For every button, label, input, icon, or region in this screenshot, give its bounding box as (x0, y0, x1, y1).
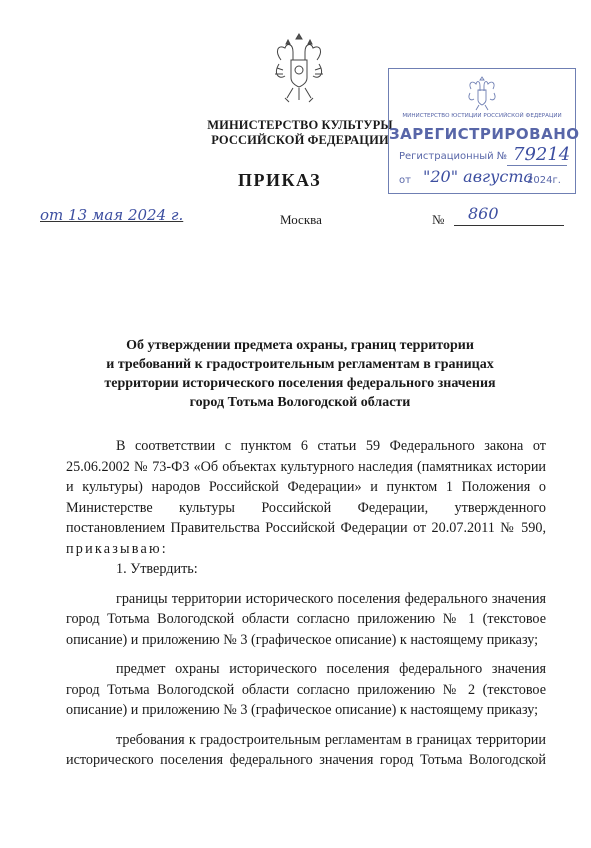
ministry-line-1: МИНИСТЕРСТВО КУЛЬТУРЫ (207, 118, 393, 132)
order-city: Москва (280, 212, 322, 227)
ministry-line-2: РОССИЙСКОЙ ФЕДЕРАЦИИ (211, 133, 389, 147)
stamp-organization: МИНИСТЕРСТВО ЮСТИЦИИ РОССИЙСКОЙ ФЕДЕРАЦИИ (402, 113, 562, 119)
stamp-registration-label: Регистрационный № (399, 151, 508, 162)
stamp-registration-number: 79214 (513, 144, 571, 165)
order-word: приказываю: (66, 540, 168, 557)
stamp-eagle-icon (467, 75, 497, 111)
title-line-4: город Тотьма Вологодской области (189, 395, 411, 410)
paragraph-boundaries: границы территории исторического поселения федерального значения город Тотьма Вологодской области согласно приложению № 1 (текстовое описание) и приложению № 3 (графическое описание) к настоящему приказу; (66, 590, 546, 648)
ministry-name (190, 118, 410, 148)
preamble-text: В соответствии с пунктом 6 статьи 59 Федерального закона от 25.06.2002 № 73-ФЗ «Об объектах культурного наследия (памятниках истории и культуры) народов Российской Федерации» и пунктом 1 Положения о Министерстве культуры Российской Федерации, утвержденного постановлением Правительства Российской Федерации от 20.07.2011 № 590, (66, 438, 546, 536)
stamp-from-label: от (399, 175, 411, 186)
title-line-2: и требований к градостроительным регламентам в границах (106, 357, 494, 372)
document-title (80, 336, 520, 412)
order-number-label: № (432, 212, 445, 227)
document-type: ПРИКАЗ (238, 170, 322, 190)
stamp-status: ЗАРЕГИСТРИРОВАНО (389, 125, 580, 143)
title-line-3: территории исторического поселения федерального значения (104, 376, 496, 391)
paragraph-preamble (66, 436, 546, 559)
document-body (66, 436, 546, 771)
order-date: от 13 мая 2024 г. (40, 206, 184, 224)
stamp-number-underline (507, 165, 567, 166)
stamp-year: 2024г. (527, 175, 561, 186)
double-headed-eagle-emblem-icon (273, 30, 325, 108)
registration-stamp (388, 68, 580, 194)
order-number: 860 (454, 204, 564, 226)
paragraph-approve: 1. Утвердить: (116, 561, 198, 577)
paragraph-protection-subject: предмет охраны исторического поселения федерального значения город Тотьма Вологодской области согласно приложению № 2 (текстовое описание) и приложению № 3 (графическое описание) к настоящему приказу; (66, 661, 546, 718)
paragraph-requirements: требования к градостроительным регламентам в границах территории исторического поселения федерального значения город Тотьма Вологодской (66, 731, 546, 768)
stamp-handwritten-date: "20" августа (423, 167, 534, 186)
title-line-1: Об утверждении предмета охраны, границ территории (126, 338, 474, 353)
